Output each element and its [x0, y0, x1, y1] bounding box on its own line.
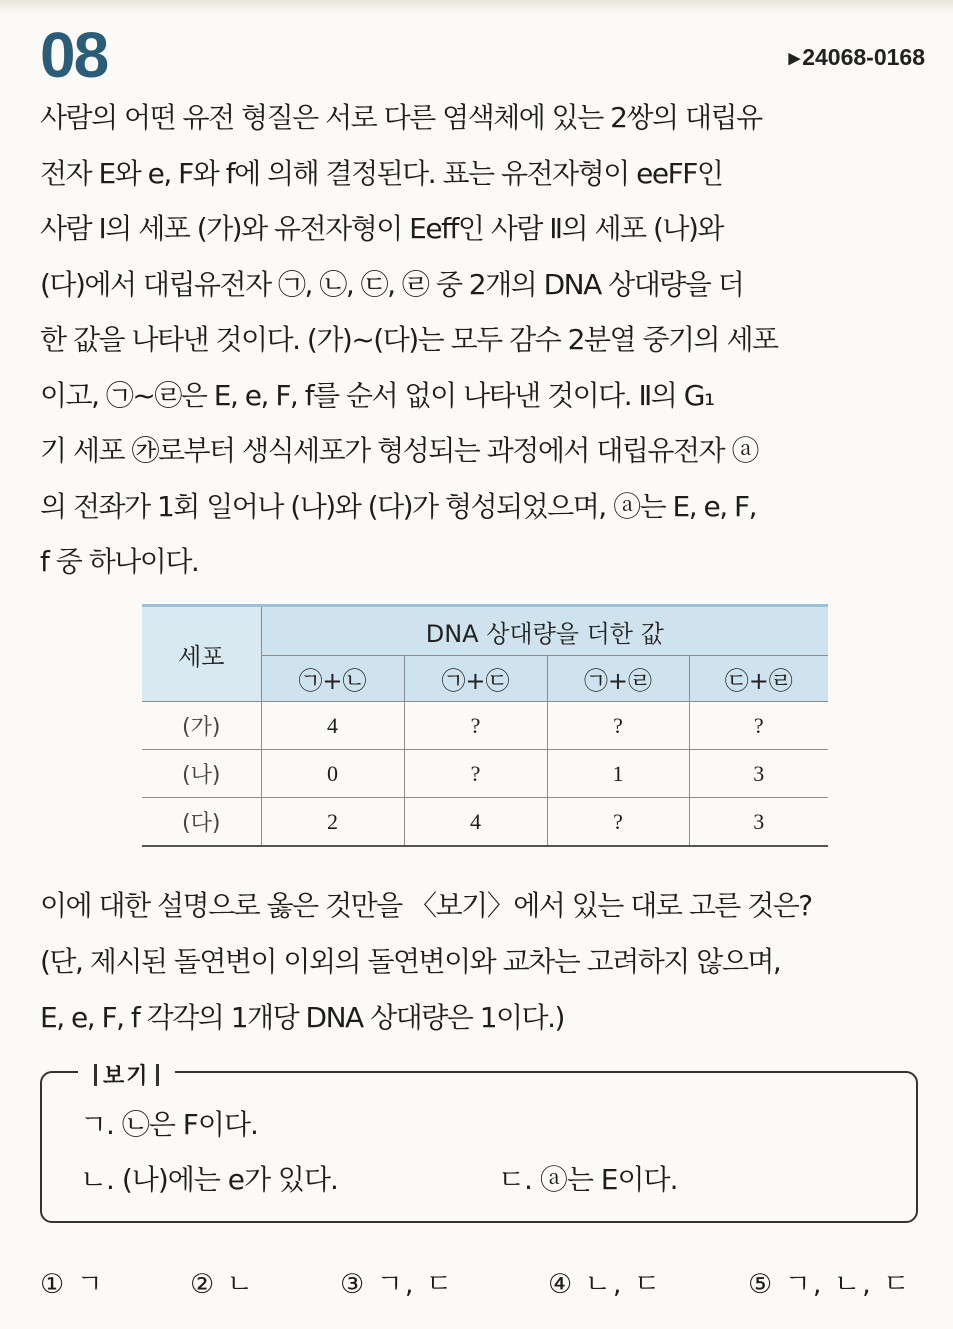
bogi-title: [78, 1059, 175, 1090]
table-col-header: ㉠+㉡: [261, 656, 404, 702]
table-cell: ?: [404, 750, 547, 798]
row-label: (나): [142, 750, 261, 798]
answer-choice-1[interactable]: ① ㄱ: [40, 1269, 105, 1300]
title-bar-right: [156, 1064, 159, 1086]
prompt-line: (단, 제시된 돌연변이 이외의 돌연변이와 교차는 고려하지 않으며,: [40, 945, 781, 978]
table-col-header: ㉠+㉣: [547, 656, 689, 702]
table-cell: 3: [689, 750, 828, 798]
title-bar-left: [94, 1064, 97, 1086]
table-cell: 2: [261, 798, 404, 847]
table-cell: 0: [261, 750, 404, 798]
answer-choice-4[interactable]: ④ ㄴ, ㄷ: [548, 1269, 663, 1300]
answer-choices: [40, 1262, 930, 1302]
question-line: 이고, ㉠~㉣은 E, e, F, f를 순서 없이 나타낸 것이다. Ⅱ의 G₁: [40, 378, 714, 412]
table-row: [142, 702, 828, 750]
question-line: 한 값을 나타낸 것이다. (가)~(다)는 모두 감수 2분열 중기의 세포: [40, 323, 778, 356]
table-cell: 4: [261, 702, 404, 750]
question-line: 사람 Ⅰ의 세포 (가)와 유전자형이 Eeff인 사람 Ⅱ의 세포 (나)와: [40, 212, 723, 245]
answer-choice-2[interactable]: ② ㄴ: [190, 1269, 255, 1300]
question-line: f 중 하나이다.: [40, 545, 199, 578]
table-header-cell: 세포: [142, 606, 261, 702]
table-row: [142, 798, 828, 847]
prompt-line: E, e, F, f 각각의 1개당 DNA 상대량은 1이다.): [40, 1001, 564, 1034]
table-cell: ?: [547, 798, 689, 847]
triangle-right-icon: ▶: [788, 50, 801, 67]
answer-choice-3[interactable]: ③ ㄱ, ㄷ: [340, 1269, 455, 1300]
answer-choice-5[interactable]: ⑤ ㄱ, ㄴ, ㄷ: [748, 1269, 912, 1300]
question-code: [789, 44, 925, 71]
table-col-header: ㉠+㉢: [404, 656, 547, 702]
bogi-item: ㄷ. ⓐ는 E이다.: [498, 1163, 678, 1196]
question-prompt: [40, 878, 930, 1046]
question-code-text: 24068-0168: [802, 44, 925, 70]
question-line: 전자 E와 e, F와 f에 의해 결정된다. 표는 유전자형이 eeFF인: [40, 156, 723, 190]
bogi-item: ㄴ. (나)에는 e가 있다.: [80, 1163, 338, 1196]
table-cell: ?: [547, 702, 689, 750]
row-label: (가): [142, 702, 261, 750]
table-cell: ?: [404, 702, 547, 750]
question-line: 의 전좌가 1회 일어나 (나)와 (다)가 형성되었으며, ⓐ는 E, e, F,: [40, 489, 757, 523]
prompt-line: 이에 대한 설명으로 옳은 것만을 〈보기〉에서 있는 대로 고른 것은?: [40, 889, 812, 922]
row-label: (다): [142, 798, 261, 847]
bogi-title-text: 보기: [103, 1064, 150, 1089]
table-row: [142, 750, 828, 798]
question-line: (다)에서 대립유전자 ㉠, ㉡, ㉢, ㉣ 중 2개의 DNA 상대량을 더: [40, 267, 744, 301]
bogi-item: ㄱ. ㉡은 F이다.: [80, 1108, 258, 1141]
question-text: [40, 90, 930, 590]
table-col-header: ㉢+㉣: [689, 656, 828, 702]
table-cell: 1: [547, 750, 689, 798]
question-line: 사람의 어떤 유전 형질은 서로 다른 염색체에 있는 2쌍의 대립유: [40, 101, 762, 134]
bogi-box: [40, 1064, 918, 1223]
table-cell: 4: [404, 798, 547, 847]
table-cell: ?: [689, 702, 828, 750]
table-cell: 3: [689, 798, 828, 847]
top-edge-strip: [0, 0, 953, 14]
table-header-group: DNA 상대량을 더한 값: [261, 606, 828, 656]
question-line: 기 세포 ㉮로부터 생식세포가 형성되는 과정에서 대립유전자 ⓐ: [40, 434, 758, 467]
dna-table: [142, 604, 828, 847]
question-number: 08: [40, 19, 108, 91]
